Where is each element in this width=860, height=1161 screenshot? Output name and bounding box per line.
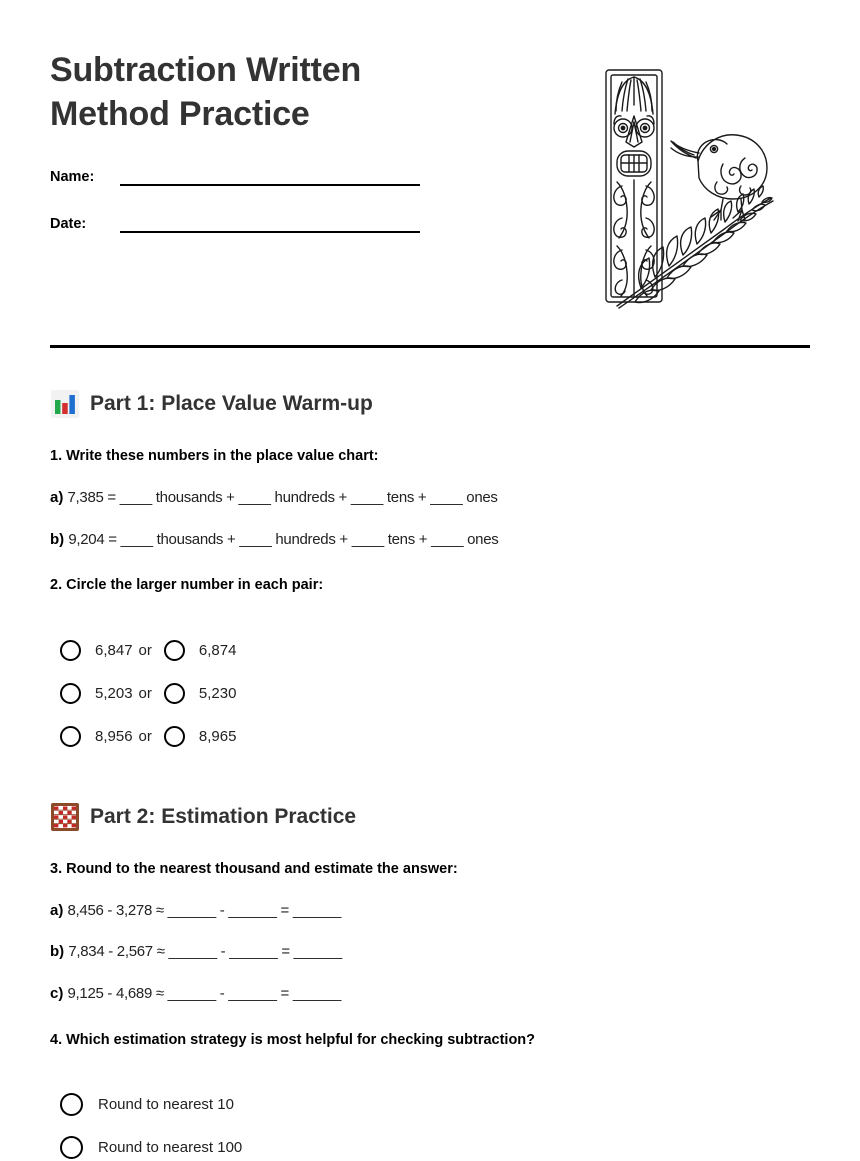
question-3-item-b-label: b)	[50, 943, 65, 960]
question-1-item-a-text[interactable]: 7,385 = ____ thousands + ____ hundreds + ____ tens + ____ ones	[67, 489, 498, 506]
question-2-pair-row	[60, 726, 236, 747]
question-2-pair-1-conjunction: or	[138, 641, 152, 659]
question-2-pair-2-conjunction: or	[138, 684, 152, 702]
name-field-writing-line[interactable]	[120, 164, 420, 186]
kiwi-bird-icon	[671, 135, 767, 221]
date-field-row	[50, 211, 420, 233]
question-4-option-1-label: Round to nearest 10	[98, 1095, 234, 1113]
question-1-item-a	[50, 488, 498, 508]
question-1-prompt: 1. Write these numbers in the place value chart:	[50, 448, 379, 464]
maori-pou-icon	[606, 70, 662, 302]
question-3-item-b-text[interactable]: 7,834 - 2,567 ≈ ______ - ______ = ______	[68, 943, 342, 960]
new-zealand-illustration	[595, 58, 790, 313]
section-heading-part-1	[50, 389, 373, 419]
question-1-item-b	[50, 530, 498, 550]
question-4-option-2-circle[interactable]	[60, 1136, 83, 1159]
date-field-label: Date:	[50, 216, 87, 232]
abacus-icon	[50, 802, 80, 832]
question-1-item-b-label: b)	[50, 531, 65, 548]
question-1-item-a-label: a)	[50, 489, 64, 506]
question-3-item-c-label: c)	[50, 985, 64, 1002]
question-4-prompt: 4. Which estimation strategy is most helpful for checking subtraction?	[50, 1032, 536, 1048]
question-2-pair-3-conjunction: or	[138, 727, 152, 745]
bar-chart-icon	[50, 389, 80, 419]
question-1-item-b-text[interactable]: 9,204 = ____ thousands + ____ hundreds + ____ tens + ____ ones	[68, 531, 499, 548]
question-2-pair-2-right-circle[interactable]	[164, 683, 185, 704]
name-field-label: Name:	[50, 169, 95, 185]
question-2-pair-1-right-circle[interactable]	[164, 640, 185, 661]
silver-fern-icon	[617, 186, 773, 308]
page-title: Subtraction Written Method Practice	[50, 51, 362, 133]
question-4-option-row[interactable]	[60, 1093, 234, 1116]
question-3-item-c-text[interactable]: 9,125 - 4,689 ≈ ______ - ______ = ______	[67, 985, 342, 1002]
question-2-pair-1-left-number: 6,847	[95, 641, 133, 659]
question-4-option-1-circle[interactable]	[60, 1093, 83, 1116]
question-2-pair-row	[60, 640, 236, 661]
section-title-part-1: Part 1: Place Value Warm-up	[90, 392, 373, 415]
question-3-item-a	[50, 901, 341, 921]
question-2-pair-2-left-circle[interactable]	[60, 683, 81, 704]
question-3-item-a-text[interactable]: 8,456 - 3,278 ≈ ______ - ______ = ______	[67, 902, 342, 919]
question-3-item-c	[50, 984, 341, 1004]
question-2-pair-2-left-number: 5,203	[95, 684, 133, 702]
question-4-option-2-label: Round to nearest 100	[98, 1138, 243, 1156]
name-field-row	[50, 164, 420, 186]
question-2-pair-3-right-circle[interactable]	[164, 726, 185, 747]
section-title-part-2: Part 2: Estimation Practice	[90, 805, 357, 828]
date-field-writing-line[interactable]	[120, 211, 420, 233]
question-3-item-b	[50, 942, 342, 962]
question-2-pair-3-left-number: 8,956	[95, 727, 133, 745]
question-2-pair-row	[60, 683, 236, 704]
question-2-pair-3-left-circle[interactable]	[60, 726, 81, 747]
question-2-pair-1-right-number: 6,874	[198, 641, 237, 659]
question-2-pair-1-left-circle[interactable]	[60, 640, 81, 661]
section-heading-part-2	[50, 802, 356, 832]
question-3-item-a-label: a)	[50, 902, 64, 919]
question-4-option-row[interactable]	[60, 1136, 242, 1159]
header-divider	[50, 345, 810, 348]
question-2-pair-3-right-number: 8,965	[198, 727, 237, 745]
question-2-prompt: 2. Circle the larger number in each pair:	[50, 577, 324, 593]
question-3-prompt: 3. Round to the nearest thousand and estimate the answer:	[50, 861, 458, 877]
question-2-pair-2-right-number: 5,230	[198, 684, 237, 702]
